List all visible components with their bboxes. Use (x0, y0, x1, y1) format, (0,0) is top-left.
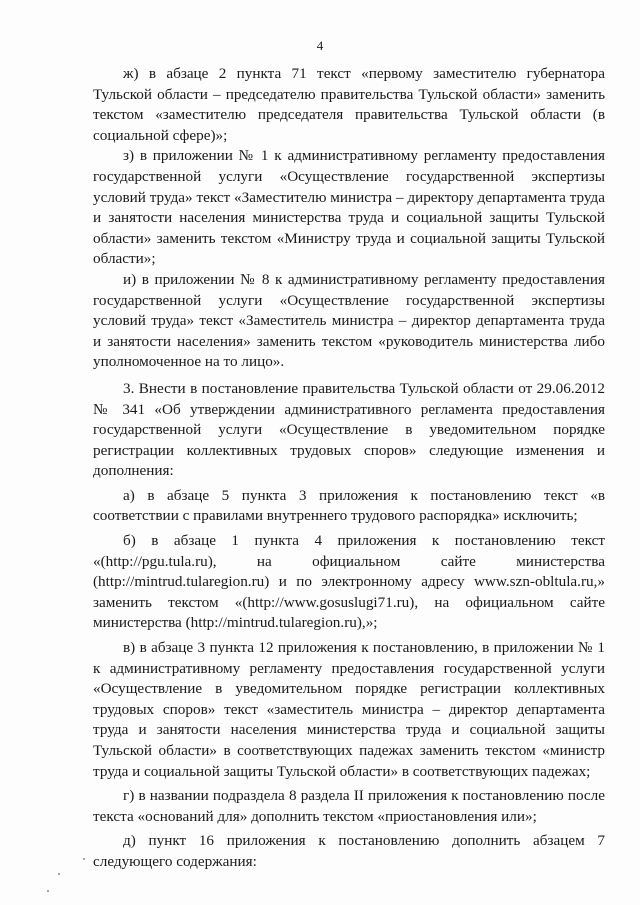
paragraph-d: д) пункт 16 приложения к постановлению дополнить абзацем 7 следующего содержания: (93, 832, 605, 870)
paragraph-b: б) в абзаце 1 пункта 4 приложения к постановлению текст «(http://pgu.tula.ru), на официальном сайте министерства (http://mintrud.tularegion.ru) и по электронному адресу www.szn-obltula.ru,» заменить текстом «(http://www.gosuslugi71.ru), на официальном сайте министерства (http://mintrud.tularegion.ru),»; (93, 532, 605, 632)
document-body (93, 64, 605, 873)
page-number: 4 (316, 38, 324, 53)
paragraph-item-3: 3. Внести в постановление правительства Тульской области от 29.06.2012 № 341 «Об утверждении административного регламента предоставления государственной услуги «Осуществление в уведомительном порядке регистрации коллективных трудовых споров» следующие изменения и дополнения: (93, 379, 605, 480)
paragraph-a: а) в абзаце 5 пункта 3 приложения к постановлению текст «в соответствии с правилами внутреннего трудового распорядка» исключить; (93, 486, 605, 525)
scan-speck (47, 890, 49, 892)
scan-speck (83, 858, 85, 860)
paragraph-i: и) в приложении № 8 к административному регламенту предоставления государственной услуги «Осуществление государственной экспертизы условий труда» текст «Заместитель министра – директор департамента труда и занятости населения» заменить текстом «руководитель министерства либо уполномоченное на то лицо». (93, 270, 605, 371)
paragraph-g: г) в названии подраздела 8 раздела II приложения к постановлению после текста «оснований для» дополнить текстом «приостановления или»; (93, 787, 605, 825)
paragraph-z: з) в приложении № 1 к административному регламенту предоставления государственной услуги «Осуществление государственной экспертизы условий труда» текст «Заместителю министра – директору департамента труда и занятости населения министерства труда и социальной защиты Тульской области» заменить текстом «Министру труда и социальной защиты Тульской области»; (93, 147, 605, 268)
scan-speck (58, 873, 60, 875)
paragraph-zh: ж) в абзаце 2 пункта 71 текст «первому заместителю губернатора Тульской области – председателю правительства Тульской области» заменить текстом «заместителю председателя правительства Тульской области (в социальной сфере)»; (93, 65, 605, 144)
paragraph-v: в) в абзаце 3 пункта 12 приложения к постановлению, в приложении № 1 к административному регламенту предоставления государственной услуги «Осуществление в уведомительном порядке регистрации коллективных трудовых споров» текст «заместитель министра – директор департамента труда и занятости населения министерства труда и социальной защиты Тульской области» в соответствующих падежах заменить текстом «министр труда и социальной защиты Тульской области» в соответствующих падежах; (93, 639, 605, 780)
